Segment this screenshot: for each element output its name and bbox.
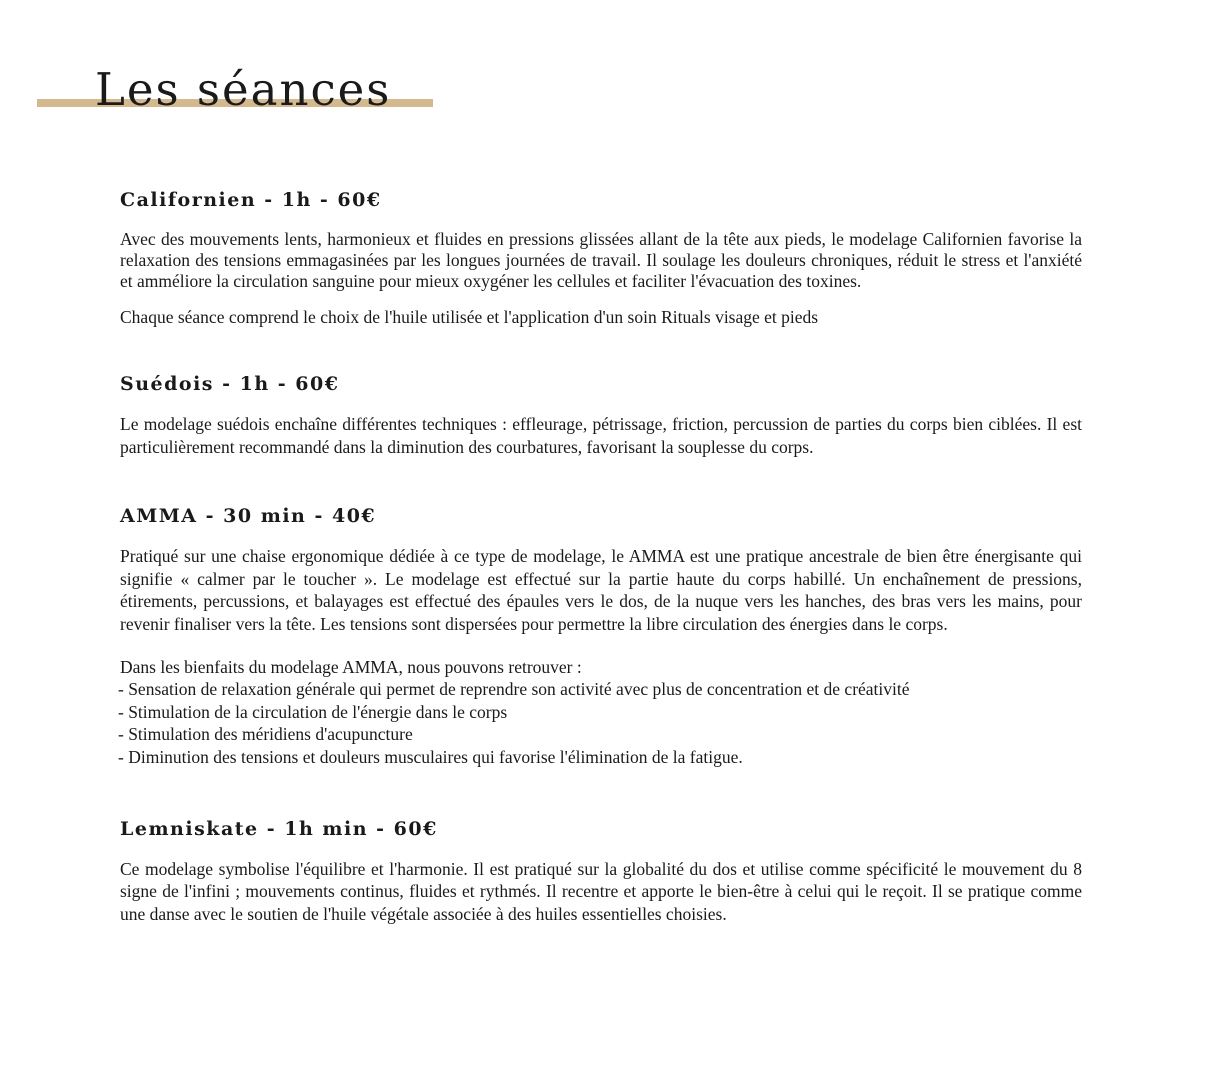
session-title: Californien - 1h - 60€ [120,189,382,211]
benefits-block [120,656,1082,769]
session-description: Ce modelage symbolise l'équilibre et l'harmonie. Il est pratiqué sur la globalité du dos et utilise comme spécificité le mouvement du 8 signe de l'infini ; mouvements continus, fluides et rythmés. Il recentre et apporte le bien-être à celui qui le reçoit. Il se pratique comme une danse avec le soutien de l'huile végétale associée à des huiles essentielles choisies. [120,858,1082,924]
session-description: Le modelage suédois enchaîne différentes techniques : effleurage, pétrissage, friction, percussion de parties du corps bien ciblées. Il est particulièrement recommandé dans la diminution des courbatures, favorisant la souplesse du corps. [120,414,1082,457]
session-amma [120,502,1082,768]
session-note: Chaque séance comprend le choix de l'huile utilisée et l'application d'un soin Rituals visage et pieds [120,307,819,327]
benefit-item: - Stimulation de la circulation de l'énergie dans le corps [118,701,1082,724]
session-suedois [120,370,1082,458]
benefit-item: - Diminution des tensions et douleurs musculaires qui favorise l'élimination de la fatigue. [118,746,1082,769]
benefit-item: - Sensation de relaxation générale qui permet de reprendre son activité avec plus de concentration et de créativité [118,678,1082,701]
session-californien [120,186,1082,328]
session-title: Lemniskate - 1h min - 60€ [120,817,438,840]
benefits-intro: Dans les bienfaits du modelage AMMA, nous pouvons retrouver : [120,656,582,677]
benefits-list [120,678,1082,768]
page-header [0,0,1224,130]
session-description: Avec des mouvements lents, harmonieux et fluides en pressions glissées allant de la tête aux pieds, le modelage Californien favorise la relaxation des tensions emmagasinées par les longues journées de travail. Il soulage les douleurs chroniques, réduit le stress et l'anxiété et amméliore la circulation sanguine pour mieux oxygéner les cellules et faciliter l'évacuation des toxines. [120,229,1082,291]
session-lemniskate [120,815,1082,926]
session-description: Pratiqué sur une chaise ergonomique dédiée à ce type de modelage, le AMMA est une pratique ancestrale de bien être énergisante qui signifie « calmer par le toucher ». Le modelage est effectué sur la partie haute du corps habillé. Un enchaînement de pressions, étirements, percussions, et balayages est effectué des épaules vers le dos, de la nuque vers les hanches, des bras vers les mains, pour revenir finaliser vers la tête. Les tensions sont dispersées pour permettre la libre circulation des énergies dans le corps. [120,546,1082,634]
benefit-item: - Stimulation des méridiens d'acupuncture [118,723,1082,746]
page-title: Les séances [95,63,392,116]
session-title: AMMA - 30 min - 40€ [120,505,377,528]
sessions-list [120,186,1082,925]
session-title: Suédois - 1h - 60€ [120,373,340,395]
